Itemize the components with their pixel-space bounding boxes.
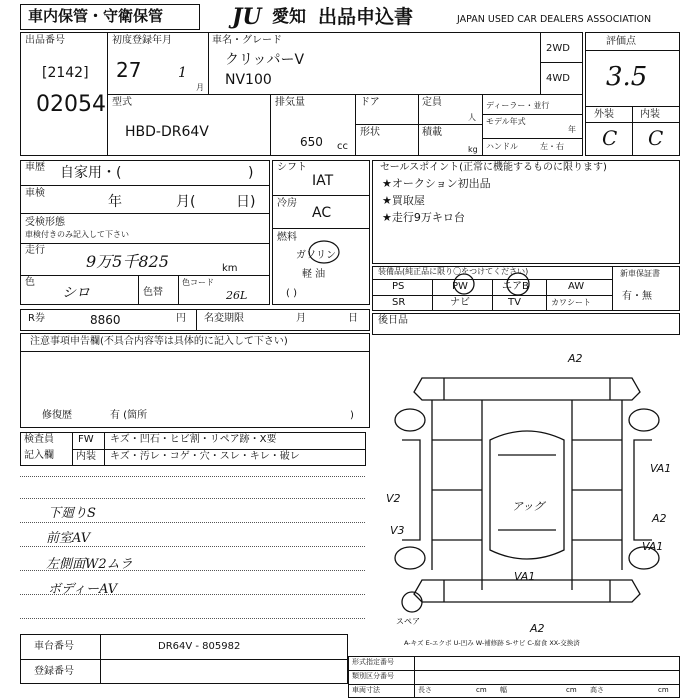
spec-width-unit: cm: [566, 686, 577, 694]
shift-label: シフト: [277, 162, 307, 173]
damage-mark-roof: アッグ: [512, 500, 545, 513]
equip-aw: AW: [568, 281, 585, 292]
ju-logo: JU: [232, 4, 262, 30]
equip-pw: PW: [452, 281, 468, 292]
association-name: JAPAN USED CAR DEALERS ASSOCIATION: [457, 14, 652, 25]
registration-month-unit: 月: [196, 83, 204, 92]
exterior-grade: C: [602, 126, 618, 150]
recycle-unit: 円: [176, 313, 186, 324]
color-code: 26L: [226, 289, 248, 302]
car-damage-diagram: [372, 340, 682, 640]
storage-label: 車内保管・守衛保管: [28, 7, 164, 25]
recycle-row: [20, 309, 370, 331]
usage-value: 自家用・(: [60, 165, 122, 181]
displacement-value: 650: [300, 135, 323, 149]
shaken-day: 日): [236, 194, 256, 210]
repair-label: 修復歴: [42, 410, 72, 421]
sales-points-label: セールスポイント(正常に機能するものに限ります): [380, 162, 607, 173]
usage-close: ): [248, 165, 254, 181]
name-change-month: 月: [296, 313, 306, 324]
handle-label: ハンドル: [486, 142, 518, 151]
shaken-label: 車検: [25, 188, 45, 199]
dealer-label: ディーラー・並行: [486, 101, 550, 110]
spec-width-label: 幅: [500, 686, 507, 694]
sales-point-3: ★走行9万キロ台: [382, 211, 465, 224]
equip-navi: ナビ: [450, 297, 470, 308]
sales-point-1: ★オークション初出品: [382, 177, 491, 190]
interior-grade: C: [648, 126, 664, 150]
shaken-year: 年: [108, 194, 122, 210]
displacement-unit: cc: [337, 141, 348, 152]
vehicle-name: クリッパーV: [225, 52, 305, 68]
spec-type-label: 形式指定番号: [352, 658, 394, 666]
spec-dimension-label: 車両寸法: [352, 686, 380, 694]
rating-label: 評価点: [606, 36, 636, 47]
drive-4wd: 4WD: [546, 73, 570, 84]
spec-length-label: 長さ: [418, 686, 432, 694]
doors-label: ドア: [360, 97, 380, 108]
handle-options: 左・右: [540, 142, 564, 151]
vehicle-grade: NV100: [225, 72, 272, 88]
chassis-label: 車台番号: [34, 641, 74, 652]
mileage-value: 9万5千825: [86, 252, 169, 271]
interior-label: 内装: [640, 109, 660, 120]
damage-mark-left-2: V3: [390, 524, 405, 537]
new-warranty-value: 有・無: [622, 291, 652, 302]
handwritten-note-4: ボディーAV: [48, 582, 118, 597]
reg-number-label: 登録番号: [34, 666, 74, 677]
fuel-gasoline: ガソリン: [296, 250, 336, 261]
spec-block: [348, 656, 680, 698]
receipt-note: 車検付きのみ記入して下さい: [25, 230, 129, 239]
fuel-other: ( ): [286, 288, 297, 299]
lot-label: 出品番号: [25, 35, 65, 46]
fuel-circle-mark: [306, 238, 346, 268]
usage-label: 車歴: [25, 162, 45, 173]
notes-block: [20, 333, 370, 428]
form-title: 出品申込書: [318, 6, 414, 28]
shaken-month: 月(: [176, 194, 196, 210]
damage-mark-center: VA1: [514, 570, 536, 583]
lot-bracket-number: [2142]: [42, 65, 89, 81]
recycle-label: R券: [28, 313, 45, 324]
fuel-diesel: 軽 油: [302, 269, 326, 280]
spec-length-unit: cm: [476, 686, 487, 694]
mileage-label: 走行: [25, 245, 45, 256]
equip-tv: TV: [508, 297, 521, 308]
vehicle-name-label: 車名・グレード: [212, 35, 282, 46]
damage-mark-top: A2: [568, 352, 583, 365]
equip-circles: [440, 266, 540, 296]
new-warranty-label: 新車保証書: [620, 269, 660, 278]
repair-value: 有 (箇所: [110, 410, 148, 421]
damage-mark-left-1: V2: [386, 492, 401, 505]
spare-tire-label: スペア: [396, 617, 420, 626]
inspector-fw-label: FW: [78, 434, 94, 445]
repair-close: ): [350, 410, 354, 421]
inspector-label-2: 記入欄: [24, 450, 54, 461]
equip-leather: カワシート: [551, 298, 591, 307]
color-value: シロ: [62, 285, 90, 301]
equipment-label: 装備品(純正品に限り〇をつけてください): [378, 267, 529, 276]
handwritten-note-1: 下廻りS: [48, 506, 96, 521]
recycle-value: 8860: [90, 313, 121, 327]
load-label: 積載: [422, 127, 442, 138]
region-label: 愛知: [272, 7, 306, 27]
equip-sr: SR: [392, 297, 406, 308]
model-label: 型式: [112, 97, 132, 108]
handwritten-note-2: 前室AV: [46, 531, 91, 546]
receipt-label: 受検形態: [25, 217, 65, 228]
shape-label: 形状: [360, 127, 380, 138]
equip-ps: PS: [392, 281, 405, 292]
spec-height-label: 高さ: [590, 686, 604, 694]
color-code-label: 色コード: [182, 278, 214, 287]
registration-label: 初度登録年月: [112, 35, 172, 46]
chassis-value: DR64V - 805982: [158, 641, 241, 652]
repaint-label: 色替: [143, 287, 163, 298]
exterior-label: 外装: [594, 109, 614, 120]
shift-value: IAT: [312, 173, 334, 189]
damage-mark-right-1: VA1: [650, 462, 672, 475]
mileage-unit: km: [222, 263, 238, 274]
damage-mark-right-2: VA1: [642, 540, 664, 553]
aircon-value: AC: [312, 205, 332, 221]
model-value: HBD-DR64V: [125, 124, 209, 140]
spec-height-unit: cm: [658, 686, 669, 694]
fuel-label: 燃料: [277, 232, 297, 243]
displacement-label: 排気量: [275, 97, 305, 108]
registration-year: 27: [116, 58, 142, 82]
capacity-unit: 人: [468, 113, 476, 122]
name-change-label: 名変期限: [204, 313, 244, 324]
damage-mark-bottom: A2: [530, 622, 545, 635]
spec-class-label: 類別区分番号: [352, 672, 394, 680]
after-day-label: 後日品: [378, 315, 408, 326]
rating-score: 3.5: [606, 62, 648, 92]
notes-label: 注意事項申告欄(不具合内容等は具体的に記入して下さい): [30, 336, 288, 347]
lot-number: 02054: [36, 92, 106, 117]
registration-month: 1: [178, 65, 187, 81]
inspector-fw-items: キズ・凹石・ヒビ割・リペア跡・X要: [110, 434, 277, 445]
sales-point-2: ★買取屋: [382, 194, 425, 207]
capacity-label: 定員: [422, 97, 442, 108]
model-year-label: モデル年式: [486, 117, 526, 126]
aircon-label: 冷房: [277, 198, 297, 209]
after-day-box: [372, 313, 680, 335]
load-unit: kg: [468, 145, 478, 154]
model-year-unit: 年: [568, 125, 576, 134]
color-label: 色: [25, 277, 35, 288]
inspector-label-1: 検査員: [24, 434, 54, 445]
equip-airbag: エアB: [502, 281, 529, 292]
damage-mark-right-3: A2: [652, 512, 667, 525]
drive-2wd: 2WD: [546, 43, 570, 54]
inspector-int-items: キズ・汚レ・コゲ・穴・スレ・キレ・破レ: [110, 451, 300, 462]
name-change-day: 日: [348, 313, 358, 324]
damage-legend: A-キズ E-エクボ U-凹み W-補修跡 S-サビ C-腐食 XX-交換済: [404, 639, 580, 647]
handwritten-note-3: 左側面W2ムラ: [46, 557, 133, 572]
inspector-int-label: 内装: [76, 451, 96, 462]
